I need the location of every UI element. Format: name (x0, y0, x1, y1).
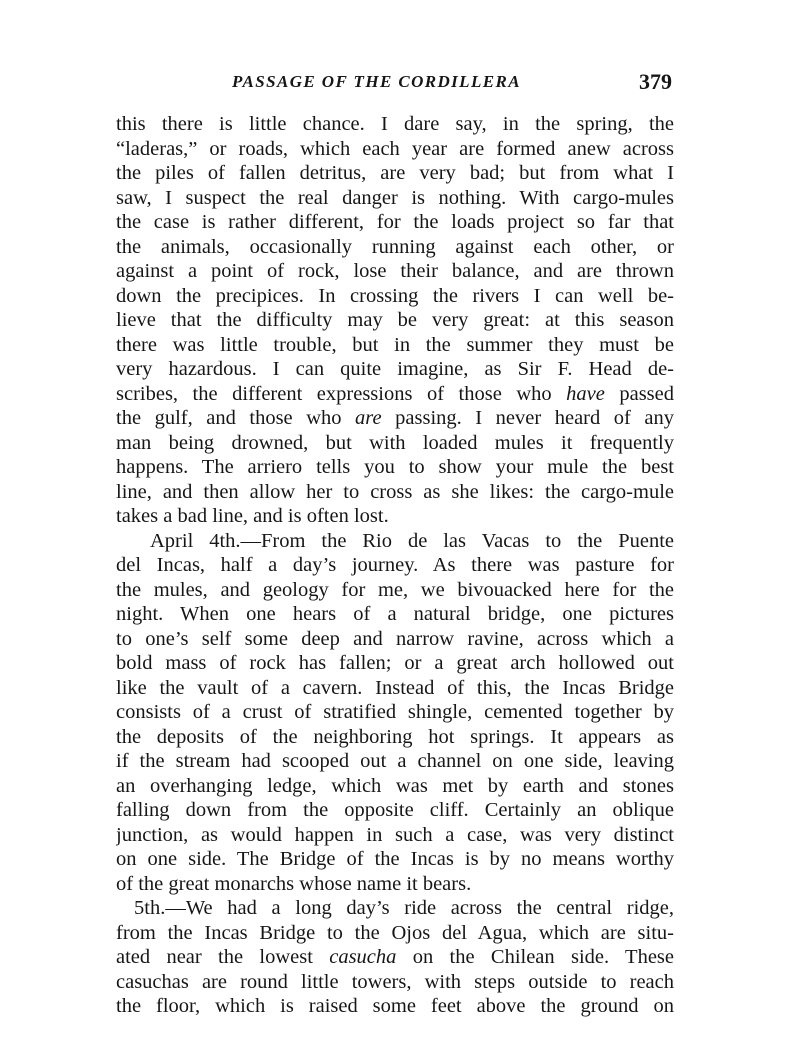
text-line: bold mass of rock has fallen; or a great arch hollowed out (116, 652, 674, 674)
text-line: the gulf, and those who are passing. I never heard of any (116, 407, 674, 429)
text-line: this there is little chance. I dare say, in the spring, the (116, 113, 674, 135)
text-line: happens. The arriero tells you to show your mule the best (116, 456, 674, 478)
text-line: against a point of rock, lose their balance, and are thrown (116, 260, 674, 282)
text-line: very hazardous. I can quite imagine, as Sir F. Head de- (116, 358, 674, 380)
text-line: the deposits of the neighboring hot springs. It appears as (116, 725, 674, 748)
running-head (116, 69, 676, 102)
text-line: junction, as would happen in such a case, was very distinct (116, 823, 674, 846)
text-line: “laderas,” or roads, which each year are formed anew across (116, 137, 674, 160)
text-line: night. When one hears of a natural bridge, one pictures (116, 603, 674, 625)
italic-word: are (355, 407, 382, 429)
text-line: takes a bad line, and is often lost. (116, 505, 389, 527)
text-line: April 4th.—From the Rio de las Vacas to the Puente (150, 529, 674, 552)
text-line: ated near the lowest casucha on the Chilean side. These (116, 946, 674, 968)
text-line: scribes, the different expressions of those who have passed (116, 382, 674, 405)
text-line: of the great monarchs whose name it bears. (116, 872, 472, 895)
text-line: the floor, which is raised some feet above the ground on (116, 995, 674, 1017)
running-title: PASSAGE OF THE CORDILLERA (232, 72, 521, 91)
text-line: line, and then allow her to cross as she likes: the cargo-mule (116, 480, 674, 503)
italic-word: have (566, 382, 605, 405)
text-line: consists of a crust of stratified shingle, cemented together by (116, 701, 674, 723)
text-line: the animals, occasionally running against each other, or (116, 235, 674, 258)
text-line: lieve that the difficulty may be very great: at this season (116, 309, 674, 331)
text-line: del Incas, half a day’s journey. As there was pasture for (116, 554, 674, 576)
text-line: an overhanging ledge, which was met by earth and stones (116, 774, 674, 797)
text-line: on one side. The Bridge of the Incas is by no means worthy (116, 848, 674, 870)
text-line: saw, I suspect the real danger is nothing. With cargo-mules (116, 186, 674, 209)
text-line: the piles of fallen detritus, are very bad; but from what I (116, 162, 674, 184)
text-line: there was little trouble, but in the summer they must be (116, 333, 674, 356)
text-line: falling down from the opposite cliff. Certainly an oblique (116, 799, 674, 821)
text-line: from the Incas Bridge to the Ojos del Agua, which are situ- (116, 921, 674, 944)
text-line: man being drowned, but with loaded mules it frequently (116, 431, 674, 454)
text-line: casuchas are round little towers, with steps outside to reach (116, 970, 674, 993)
text-line: the mules, and geology for me, we bivouacked here for the (116, 578, 674, 601)
text-line: the case is rather different, for the loads project so far that (116, 211, 674, 233)
text-line: 5th.—We had a long day’s ride across the central ridge, (134, 897, 674, 919)
text-line: down the precipices. In crossing the rivers I can well be- (116, 284, 674, 307)
text-line: like the vault of a cavern. Instead of this, the Incas Bridge (116, 676, 674, 699)
italic-word: casucha (329, 946, 397, 968)
text-line: to one’s self some deep and narrow ravine, across which a (116, 627, 674, 650)
page-number: 379 (639, 69, 672, 94)
text-line: if the stream had scooped out a channel on one side, leaving (116, 750, 674, 772)
